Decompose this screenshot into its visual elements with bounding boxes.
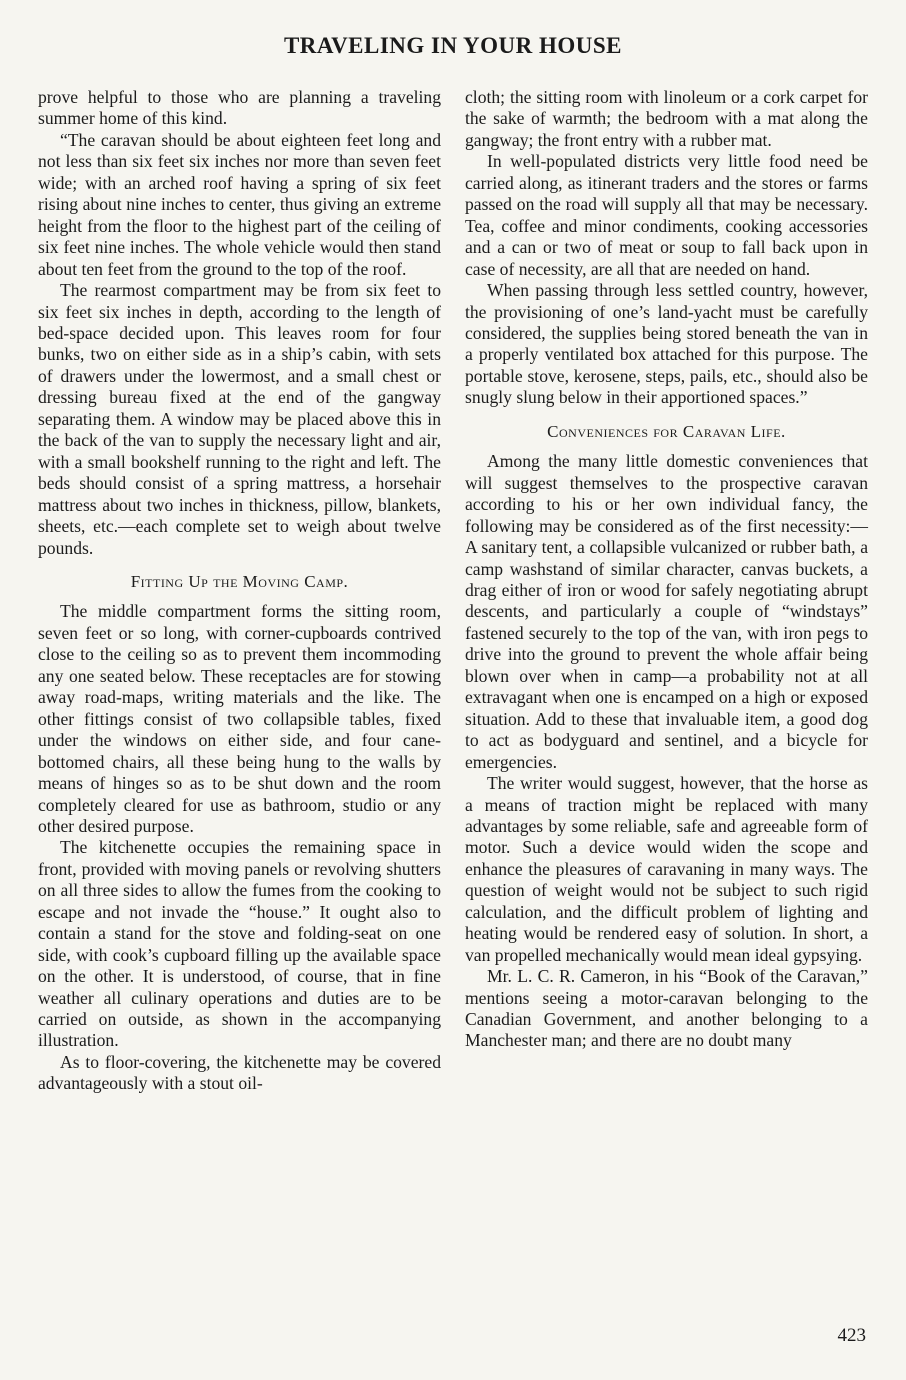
paragraph: cloth; the sitting room with linoleum or a cork carpet for the sake of warmth; the bedroom with a mat along the gangway; the front entry with a rubber mat. [465,87,868,150]
paragraph: In well-populated districts very little food need be carried along, as itinerant traders and the stores or farms passed on the road will supply all that may be necessary. Tea, coffee and minor condiments, cooking accessories and a can or two of meat or soup to fall back upon in case of necessity, are all that are needed on hand. [465,151,868,279]
paragraph: “The caravan should be about eighteen feet long and not less than six feet six inches nor more than seven feet wide; with an arched roof having a spring of six feet rising about nine inches to center, thus giving an extreme height from the floor to the highest part of the ceiling of six feet nine inches. The whole vehicle would then stand about ten feet from the ground to the top of the roof. [38,129,441,279]
page-number: 423 [837,1325,866,1346]
paragraph: Among the many little domestic conveniences that will suggest themselves to the prospective caravan according to his or her own individual fancy, the following may be considered as of the first necessity:— A sanitary tent, a collapsible vulcanized or rubber bath, a camp washstand of similar character, canvas buckets, a drag either of iron or wood for safely negotiating abrupt descents, and particularly a couple of “windstays” fastened securely to the top of the van, with iron pegs to drive into the ground to prevent the whole affair being blown over when in camp—a probability not at all extravagant when one is encamped on a high or exposed situation. Add to these that invaluable item, a good dog to act as bodyguard and sentinel, and a bicycle for emergencies. [465,451,868,772]
paragraph: The kitchenette occupies the remaining space in front, provided with moving panels or revolving shutters on all three sides to allow the fumes from the cooking to escape and not invade the “house.” It ought also to contain a stand for the stove and folding-seat on one side, with cook’s cupboard filling up the available space on the other. It is understood, of course, that in fine weather all culinary operations and duties are to be carried on outside, as shown in the accompanying illustration. [38,837,441,1051]
section-heading: Fitting Up the Moving Camp. [130,571,349,591]
page-title: TRAVELING IN YOUR HOUSE [283,33,623,58]
paragraph: The middle compartment forms the sitting room, seven feet or so long, with corner-cupboards contrived close to the ceiling so as to prevent them incommoding any one seated below. These receptacles are for stowing away road-maps, writing materials and the like. The other fittings consist of two collapsible tables, fixed under the windows on either side, and four cane-bottomed chairs, all these being hung to the walls by means of hinges so as to be shut down and the room completely cleared for use as bathroom, studio or any other desired purpose. [38,601,441,836]
paragraph: When passing through less settled country, however, the provisioning of one’s land-yacht must be carefully considered, the supplies being stored beneath the van in a properly ventilated box attached for this purpose. The portable stove, kerosene, steps, pails, etc., should also be snugly slung below in their apportioned spaces.” [465,280,868,408]
paragraph: prove helpful to those who are planning a traveling summer home of this kind. [38,87,441,129]
right-column [465,87,868,1052]
paragraph: The writer would suggest, however, that the horse as a means of traction might be replaced with many advantages by some reliable, safe and agreeable form of motor. Such a device would widen the scope and enhance the pleasures of caravaning in many ways. The question of weight would not be subject to such rigid calculation, and the difficult problem of lighting and heating would be rendered easy of solution. In short, a van propelled mechanically would mean ideal gypsying. [465,773,868,965]
section-heading: Conveniences for Caravan Life. [547,421,786,441]
paragraph: Mr. L. C. R. Cameron, in his “Book of the Caravan,” mentions seeing a motor-caravan belonging to the Canadian Government, and another belonging to a Manchester man; and there are no doubt many [465,966,868,1051]
paragraph: As to floor-covering, the kitchenette may be covered advantageously with a stout oil- [38,1051,441,1094]
paragraph: The rearmost compartment may be from six feet to six feet six inches in depth, according to the length of bed-space decided upon. This leaves room for four bunks, two on either side as in a ship’s cabin, with sets of drawers under the lowermost, and a small chest or dressing bureau fixed at the end of the gangway separating them. A window may be placed above this in the back of the van to supply the necessary light and air, with a small bookshelf running to the right and left. The beds should consist of a spring mattress, a horsehair mattress about two inches in thickness, pillow, blankets, sheets, etc.—each complete set to weigh about twelve pounds. [38,280,441,558]
left-column [38,87,441,1095]
